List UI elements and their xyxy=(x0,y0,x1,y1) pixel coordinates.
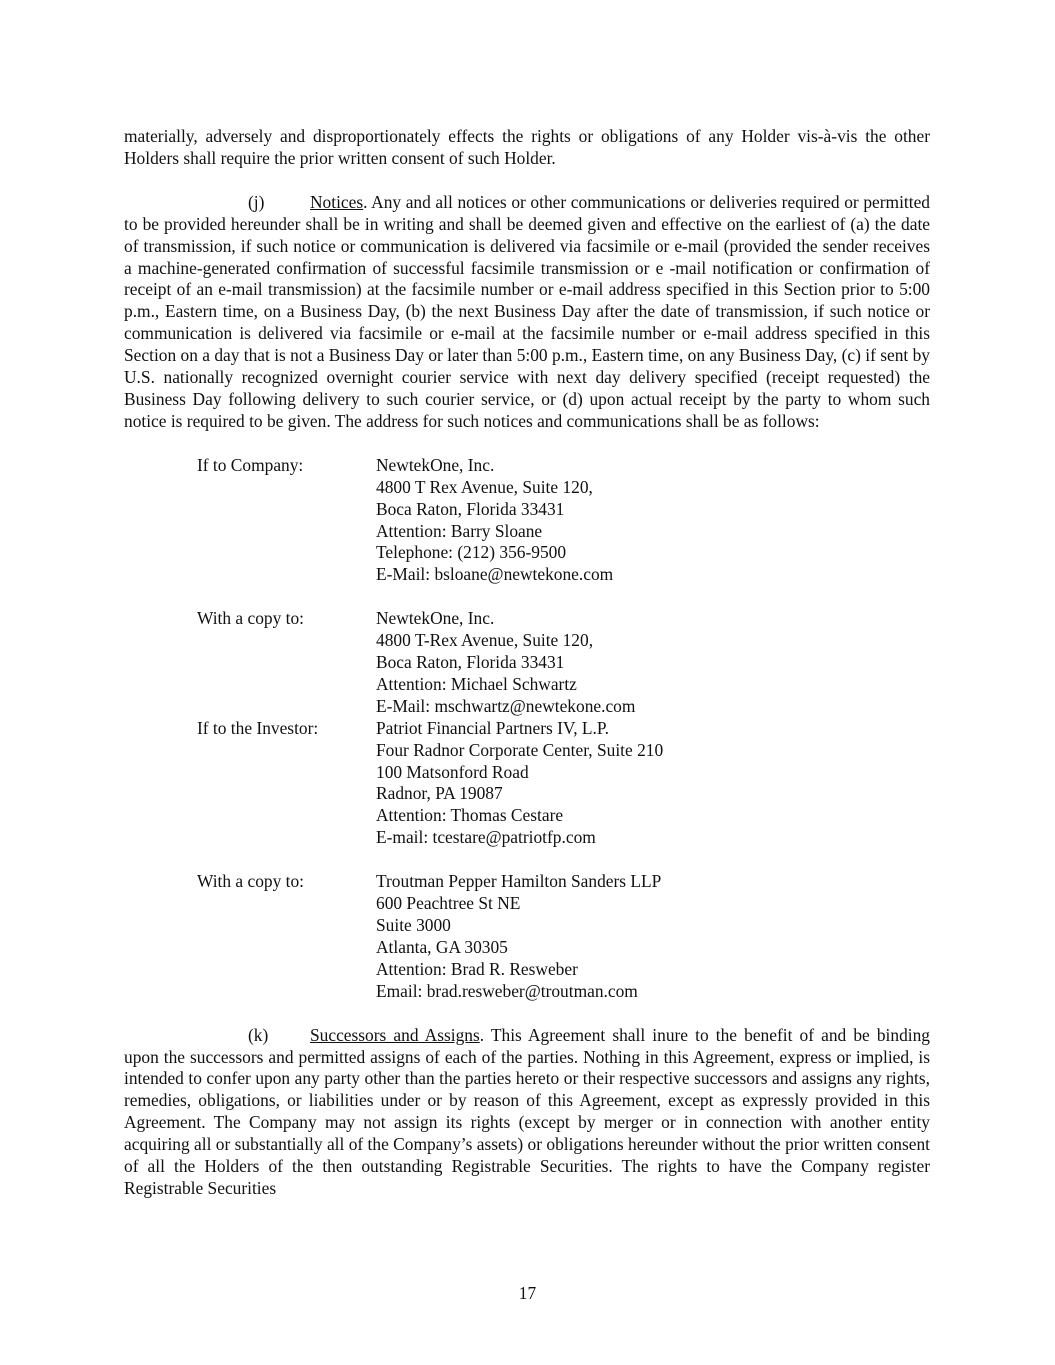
address-line: E-mail: tcestare@patriotfp.com xyxy=(376,827,596,848)
continuation-paragraph: materially, adversely and disproportionately effects the rights or obligations of any Holder vis-à-vis the other Holders shall require the prior written consent of such Holder. xyxy=(124,126,930,168)
address-line: Telephone: (212) 356-9500 xyxy=(376,542,567,563)
address-line: Troutman Pepper Hamilton Sanders LLP xyxy=(376,871,662,892)
address-line: E-Mail: bsloane@newtekone.com xyxy=(376,564,614,585)
section-j-heading: Notices xyxy=(310,191,364,212)
address-line: NewtekOne, Inc. xyxy=(376,454,495,475)
address-line: 4800 T-Rex Avenue, Suite 120, xyxy=(376,630,594,651)
address-label: If to Company: xyxy=(197,454,304,475)
address-line: E-Mail: mschwartz@newtekone.com xyxy=(376,695,636,716)
address-block-company xyxy=(124,455,930,586)
address-line: Attention: Michael Schwartz xyxy=(376,673,577,694)
address-block-company-copy xyxy=(124,608,930,718)
address-line: Attention: Thomas Cestare xyxy=(376,805,564,826)
address-line: Boca Raton, Florida 33431 xyxy=(376,652,565,673)
address-block-investor xyxy=(124,718,930,849)
address-line: Boca Raton, Florida 33431 xyxy=(376,498,565,519)
address-label: With a copy to: xyxy=(197,871,305,892)
address-line: 100 Matsonford Road xyxy=(376,761,529,782)
document-page xyxy=(124,126,930,1200)
address-line: Email: brad.resweber@troutman.com xyxy=(376,980,638,1001)
page-number: 17 xyxy=(518,1283,537,1303)
address-line: 4800 T Rex Avenue, Suite 120, xyxy=(376,476,593,497)
section-k-successors xyxy=(124,1025,930,1200)
section-k-number: (k) xyxy=(248,1024,269,1045)
address-line: Attention: Barry Sloane xyxy=(376,520,543,541)
section-k-body: . This Agreement shall inure to the benefit of and be binding upon the successors and permitted assigns of each of the parties. Nothing in this Agreement, express or implied, is intended to confer upon any party other than the parties hereto or their respective successors and assigns any rights, remedies, obligations, or liabilities under or by reason of this Agreement, except as expressly provided in this Agreement. The Company may not assign its rights (except by merger or in connection with another entity acquiring all or substantially all of the Company’s assets) or obligations hereunder without the prior written consent of all the Holders of the then outstanding Registrable Securities. The rights to have the Company register Registrable Securities xyxy=(124,1024,930,1198)
address-label: With a copy to: xyxy=(197,608,305,629)
address-line: Atlanta, GA 30305 xyxy=(376,936,508,957)
address-line: 600 Peachtree St NE xyxy=(376,893,521,914)
address-line: Patriot Financial Partners IV, L.P. xyxy=(376,717,609,738)
address-block-investor-copy xyxy=(124,871,930,1002)
address-line: NewtekOne, Inc. xyxy=(376,608,495,629)
section-j-notices xyxy=(124,192,930,433)
address-line: Four Radnor Corporate Center, Suite 210 xyxy=(376,739,664,760)
section-j-number: (j) xyxy=(248,191,265,212)
section-k-heading: Successors and Assigns xyxy=(310,1024,480,1045)
address-label: If to the Investor: xyxy=(197,717,319,738)
address-line: Attention: Brad R. Resweber xyxy=(376,958,578,979)
address-line: Suite 3000 xyxy=(376,915,451,935)
notice-addresses xyxy=(124,455,930,1003)
section-j-body: . Any and all notices or other communications or deliveries required or permitted to be provided hereunder shall be in writing and shall be deemed given and effective on the earliest of (a) the date of transmission, if such notice or communication is delivered via facsimile or e-mail (provided the sender receives a machine-generated confirmation of successful facsimile transmission or e -mail notification or confirmation of receipt of an e-mail transmission) at the facsimile number or e-mail address specified in this Section prior to 5:00 p.m., Eastern time, on a Business Day, (b) the next Business Day after the date of transmission, if such notice or communication is delivered via facsimile or e-mail at the facsimile number or e-mail address specified in this Section on a day that is not a Business Day or later than 5:00 p.m., Eastern time, on any Business Day, (c) if sent by U.S. nationally recognized overnight courier service with next day delivery specified (receipt requested) the Business Day following delivery to such courier service, or (d) upon actual receipt by the party to whom such notice is required to be given. The address for such notices and communications shall be as follows: xyxy=(124,191,930,431)
address-line: Radnor, PA 19087 xyxy=(376,783,503,804)
